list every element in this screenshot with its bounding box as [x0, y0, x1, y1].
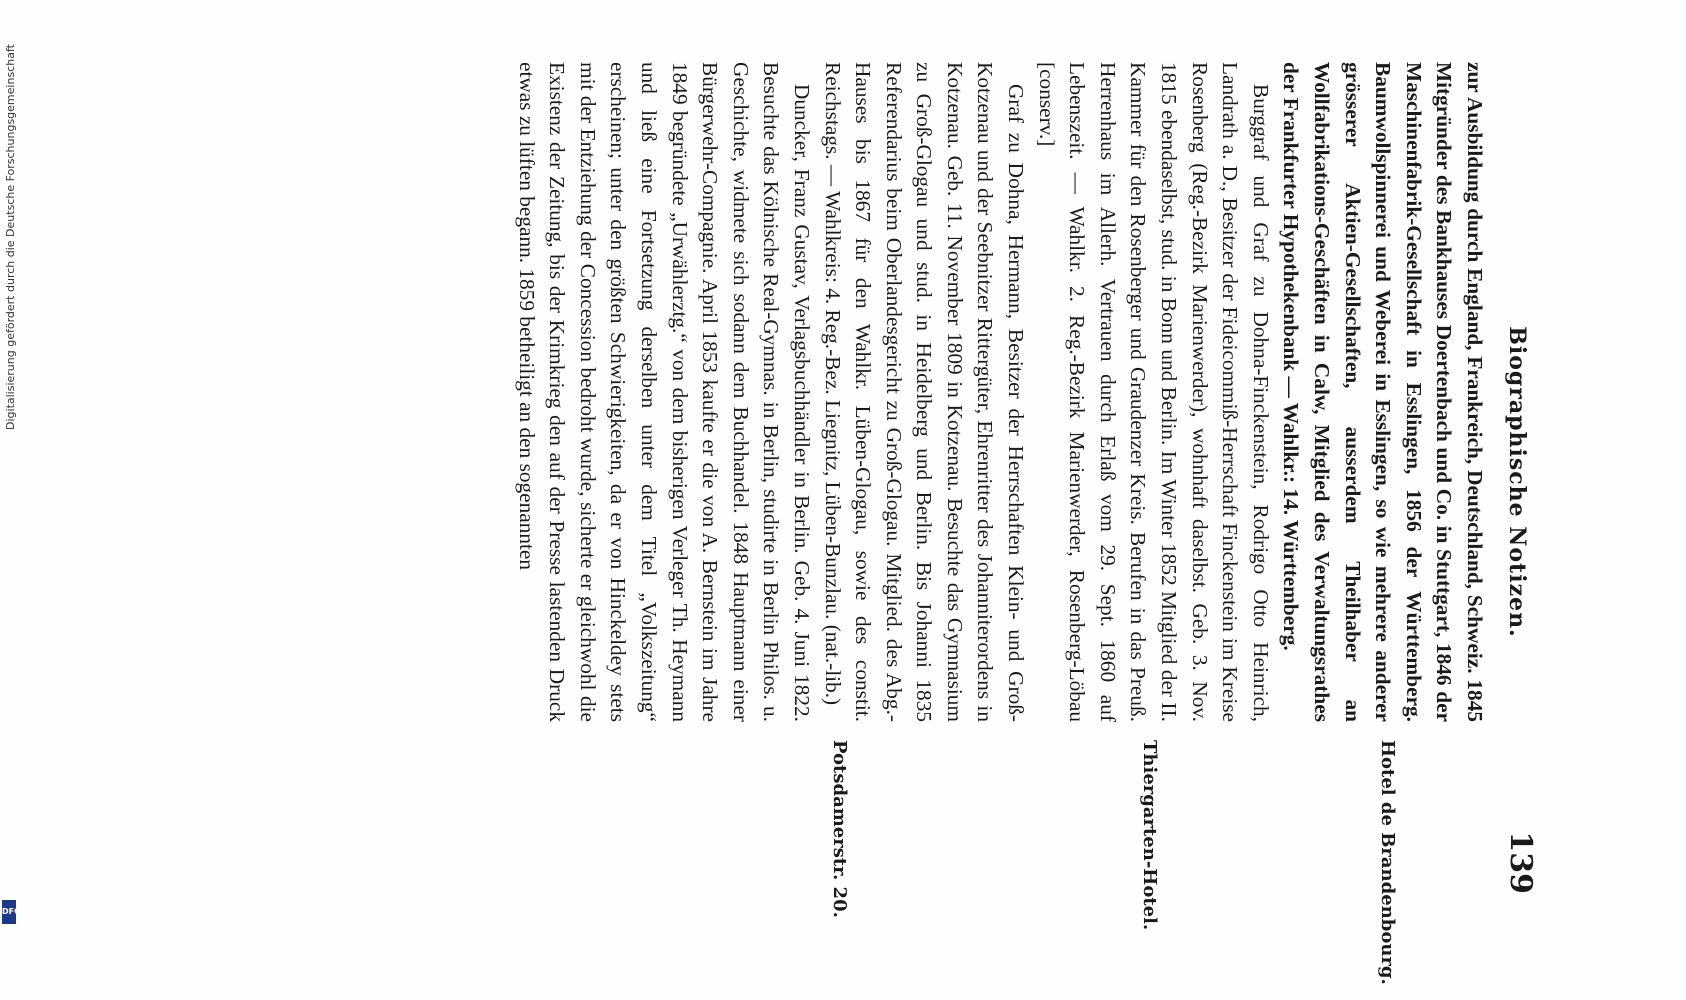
address-note: Potsdamerstr. 20.: [829, 740, 850, 918]
paragraph: Burggraf und Graf zu Dohna-Finckenstein, Rodrigo Otto Heinrich, Landrath a. D., Besitzer der Fideicommiß-Herrschaft Finckenstein im Kreise Rosenberg (Reg.-Bezirk Marienwerder), wohnhaft daselbst. Geb. 3. Nov. 1815 ebendaselbst, stud. in Bonn und Berlin. Im Winter 1852 Mitglied der II. Kammer für den Rosenberger und Graudenzer Kreis. Berufen in das Preuß. Herrenhaus im Allerh. Vertrauen durch Erlaß vom 29. Sept. 1860 auf Lebenszeit. — Wahlkr. 2. Reg.-Bezirk Marienwerder, Rosenberg-Löbau [conserv.]: [1034, 62, 1273, 722]
body-text: [511, 62, 1490, 985]
main-column: [511, 62, 1490, 722]
address-column: [511, 740, 1490, 985]
running-title: Biographische Notizen.: [1504, 326, 1530, 638]
paragraph: zur Ausbildung durch England, Frankreich, Deutschland, Schweiz. 1845 Mitgründer des Bankhauses Doertenbach und Co. in Stuttgart, 1846 der Maschinenfabrik-Gesellschaft in Esslingen, 1856 der Württemberg. Baumwollspinnerei und Weberei in Esslingen, so wie mehrere anderer grösserer Aktien-Gesellschaften, ausserdem Theilhaber an Wollfabrikations-Geschäften in Calw, Mitglied des Verwaltungsrathes der Frankfurter Hypothekenbank — Wahlkr.: 14. Württemberg.: [1279, 62, 1487, 722]
paragraph: Duncker, Franz Gustav, Verlagsbuchhändler in Berlin. Geb. 4. Juni 1822. Besuchte das Kölnische Real-Gymnas. in Berlin, studirte in Berlin Philos. u. Geschichte, widmete sich sodann dem Buchhandel. 1848 Hauptmann einer Bürgerwehr-Compagnie. April 1853 kaufte er die von A. Bernstein im Jahre 1849 begründete „Urwählerztg.“ von dem bisherigen Verleger Th. Heymann und ließ eine Fortsetzung derselben unter dem Titel „Volkszeitung“ erscheinen; unter den größten Schwierigkeiten, da er von Hinckeldey stets mit der Entziehung der Concession bedroht wurde, sicherte er gleichwohl die Existenz der Zeitung, bis der Krimkrieg den auf der Presse lastenden Druck etwas zu lüften begann. 1859 betheiligt an den sogenannten: [514, 62, 814, 722]
paragraph: Graf zu Dohna, Hermann, Besitzer der Herrschaften Klein- und Groß-Kotzenau und der Seebnitzer Rittergüter, Ehrenritter des Johanniterordens in Kotzenau. Geb. 11. November 1809 in Kotzenau. Besuchte das Gymnasium zu Groß-Glogau und stud. in Heidelberg und Berlin. Bis Johanni 1835 Referendarius beim Oberlandesgericht zu Groß-Glogau. Mitglied. des Abg.-Hauses bis 1867 für den Wahlkr. Lüben-Glogau, sowie des constit. Reichstags. — Wahlkreis: 4. Reg.-Bez. Liegnitz, Lüben-Bunzlau. (nat.-lib.): [820, 62, 1029, 722]
address-note: Thiergarten-Hotel.: [1139, 740, 1160, 931]
page-number: 139: [1503, 831, 1538, 894]
dfg-logo: DFG: [2, 900, 16, 924]
address-note: Hotel de Brandenbourg.: [1377, 740, 1398, 985]
rotated-text-block: [178, 62, 1538, 985]
page-header: [1490, 62, 1538, 902]
digitization-credit: Digitalisierung gefördert durch die Deutsche Forschungsgemeinschaft: [4, 44, 17, 430]
